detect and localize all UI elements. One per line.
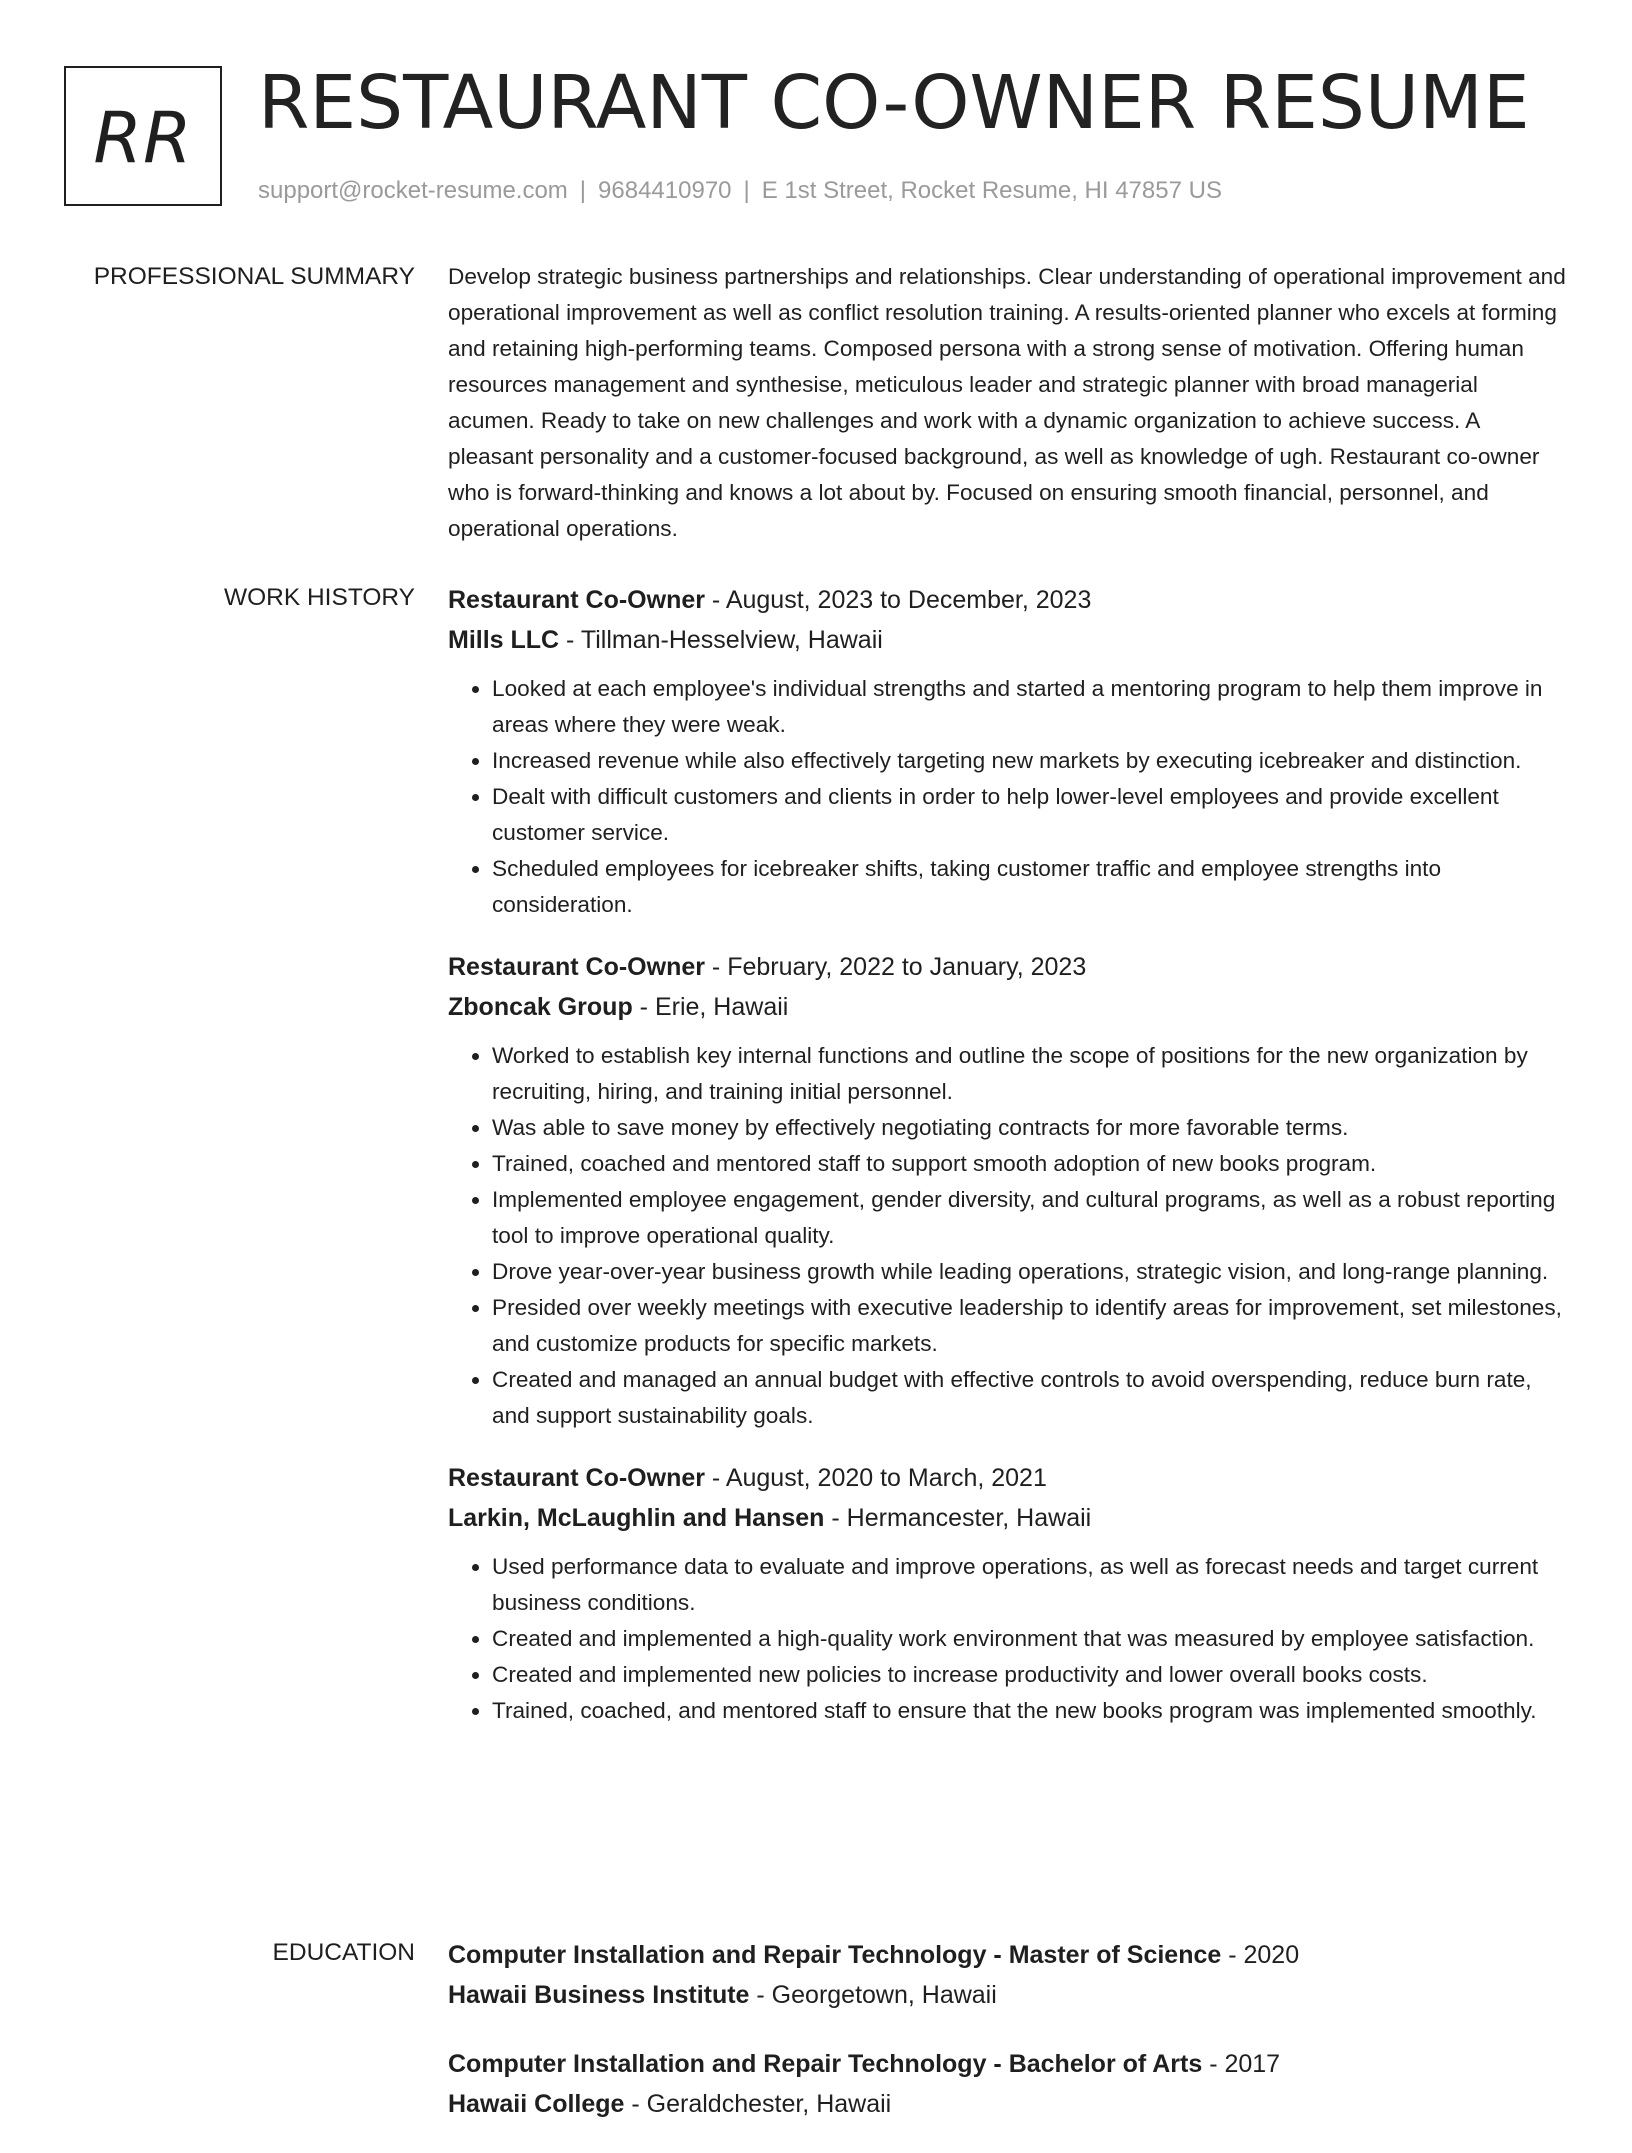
job-company: Zboncak Group bbox=[448, 993, 633, 1021]
education-school: Hawaii Business Institute bbox=[448, 1981, 750, 2009]
education-degree-line bbox=[448, 1935, 1570, 1975]
education-year: - 2017 bbox=[1202, 2050, 1281, 2078]
contact-separator: | bbox=[743, 177, 750, 204]
job-bullet: • Looked at each employee's individual strengths and started a mentoring program to help them improve in areas where they were weak. bbox=[492, 671, 1570, 743]
job-bullet: • Trained, coached, and mentored staff to ensure that the new books program was implemented smoothly. bbox=[492, 1693, 1570, 1729]
education-entry bbox=[448, 2044, 1570, 2124]
education-location: - Geraldchester, Hawaii bbox=[624, 2090, 892, 2118]
job-company-line bbox=[448, 1498, 1570, 1538]
education-location: - Georgetown, Hawaii bbox=[749, 1981, 997, 2009]
contact-line bbox=[258, 174, 1222, 208]
job-bullet: • Created and implemented new policies to increase productivity and lower overall books costs. bbox=[492, 1657, 1570, 1693]
job-bullet: • Implemented employee engagement, gender diversity, and cultural programs, as well as a robust reporting tool to improve operational quality. bbox=[492, 1182, 1570, 1254]
job-entry bbox=[448, 580, 1570, 923]
monogram-logo bbox=[64, 66, 222, 206]
job-bullet: • Worked to establish key internal functions and outline the scope of positions for the new organization by recruiting, hiring, and training initial personnel. bbox=[492, 1038, 1570, 1110]
summary-body bbox=[448, 259, 1570, 547]
job-location: - Tillman-Hesselview, Hawaii bbox=[559, 626, 883, 654]
education-degree-line bbox=[448, 2044, 1570, 2084]
job-bullet: • Created and managed an annual budget with effective controls to avoid overspending, reduce burn rate, and support sustainability goals. bbox=[492, 1362, 1570, 1434]
job-company-line bbox=[448, 620, 1570, 660]
job-bullet: • Drove year-over-year business growth while leading operations, strategic vision, and long-range planning. bbox=[492, 1254, 1570, 1290]
job-dates: - August, 2023 to December, 2023 bbox=[704, 586, 1092, 614]
section-label-summary: PROFESSIONAL SUMMARY bbox=[93, 263, 415, 290]
education-entry bbox=[448, 1935, 1570, 2015]
job-bullet: • Created and implemented a high-quality work environment that was measured by employee satisfaction. bbox=[492, 1621, 1570, 1657]
education-school-line bbox=[448, 2084, 1570, 2124]
contact-email: support@rocket-resume.com bbox=[258, 177, 568, 204]
education-degree: Computer Installation and Repair Technology - Master of Science bbox=[448, 1941, 1222, 1969]
job-title: Restaurant Co-Owner bbox=[448, 586, 705, 614]
education-year: - 2020 bbox=[1221, 1941, 1300, 1969]
contact-phone: 9684410970 bbox=[598, 177, 732, 204]
resume-title: RESTAURANT CO-OWNER RESUME bbox=[258, 60, 1530, 146]
job-bullets bbox=[448, 1549, 1570, 1729]
summary-text: Develop strategic business partnerships and relationships. Clear understanding of operational improvement and operational improvement as well as conflict resolution training. A results-oriented planner who excels at forming and retaining high-performing teams. Composed persona with a strong sense of motivation. Offering human resources management and synthesise, meticulous leader and strategic planner with broad managerial acumen. Ready to take on new challenges and work with a dynamic organization to achieve success. A pleasant personality and a customer-focused background, as well as knowledge of ugh. Restaurant co-owner who is forward-thinking and knows a lot about by. Focused on ensuring smooth financial, personnel, and operational operations. bbox=[448, 264, 1566, 541]
job-company: Mills LLC bbox=[448, 626, 560, 654]
job-bullet: • Was able to save money by effectively negotiating contracts for more favorable terms. bbox=[492, 1110, 1570, 1146]
job-dates: - February, 2022 to January, 2023 bbox=[704, 953, 1087, 981]
job-title: Restaurant Co-Owner bbox=[448, 1464, 705, 1492]
section-label-work-history: WORK HISTORY bbox=[223, 584, 415, 611]
job-dates: - August, 2020 to March, 2021 bbox=[704, 1464, 1047, 1492]
job-title-line bbox=[448, 947, 1570, 987]
education-school: Hawaii College bbox=[448, 2090, 625, 2118]
job-bullet: • Increased revenue while also effectively targeting new markets by executing icebreaker and distinction. bbox=[492, 743, 1570, 779]
job-bullet: • Trained, coached and mentored staff to support smooth adoption of new books program. bbox=[492, 1146, 1570, 1182]
job-title-line bbox=[448, 580, 1570, 620]
monogram-initials: RR bbox=[93, 97, 193, 179]
education-body bbox=[448, 1935, 1570, 2153]
section-label-education: EDUCATION bbox=[272, 1939, 415, 1966]
job-bullet: • Presided over weekly meetings with executive leadership to identify areas for improvement, set milestones, and customize products for specific markets. bbox=[492, 1290, 1570, 1362]
job-bullets bbox=[448, 1038, 1570, 1434]
contact-separator: | bbox=[579, 177, 587, 204]
work-history-body bbox=[448, 580, 1570, 1753]
job-entry bbox=[448, 1458, 1570, 1729]
job-title: Restaurant Co-Owner bbox=[448, 953, 705, 981]
education-degree: Computer Installation and Repair Technology - Bachelor of Arts bbox=[448, 2050, 1203, 2078]
job-bullet: • Used performance data to evaluate and improve operations, as well as forecast needs and target current business conditions. bbox=[492, 1549, 1570, 1621]
job-company: Larkin, McLaughlin and Hansen bbox=[448, 1504, 825, 1532]
job-bullets bbox=[448, 671, 1570, 923]
contact-address: E 1st Street, Rocket Resume, HI 47857 US bbox=[761, 177, 1222, 204]
job-bullet: • Scheduled employees for icebreaker shifts, taking customer traffic and employee strengths into consideration. bbox=[492, 851, 1570, 923]
job-bullet: • Dealt with difficult customers and clients in order to help lower-level employees and provide excellent customer service. bbox=[492, 779, 1570, 851]
job-location: - Erie, Hawaii bbox=[632, 993, 789, 1021]
job-company-line bbox=[448, 987, 1570, 1027]
job-title-line bbox=[448, 1458, 1570, 1498]
job-location: - Hermancester, Hawaii bbox=[824, 1504, 1092, 1532]
education-school-line bbox=[448, 1975, 1570, 2015]
job-entry bbox=[448, 947, 1570, 1434]
